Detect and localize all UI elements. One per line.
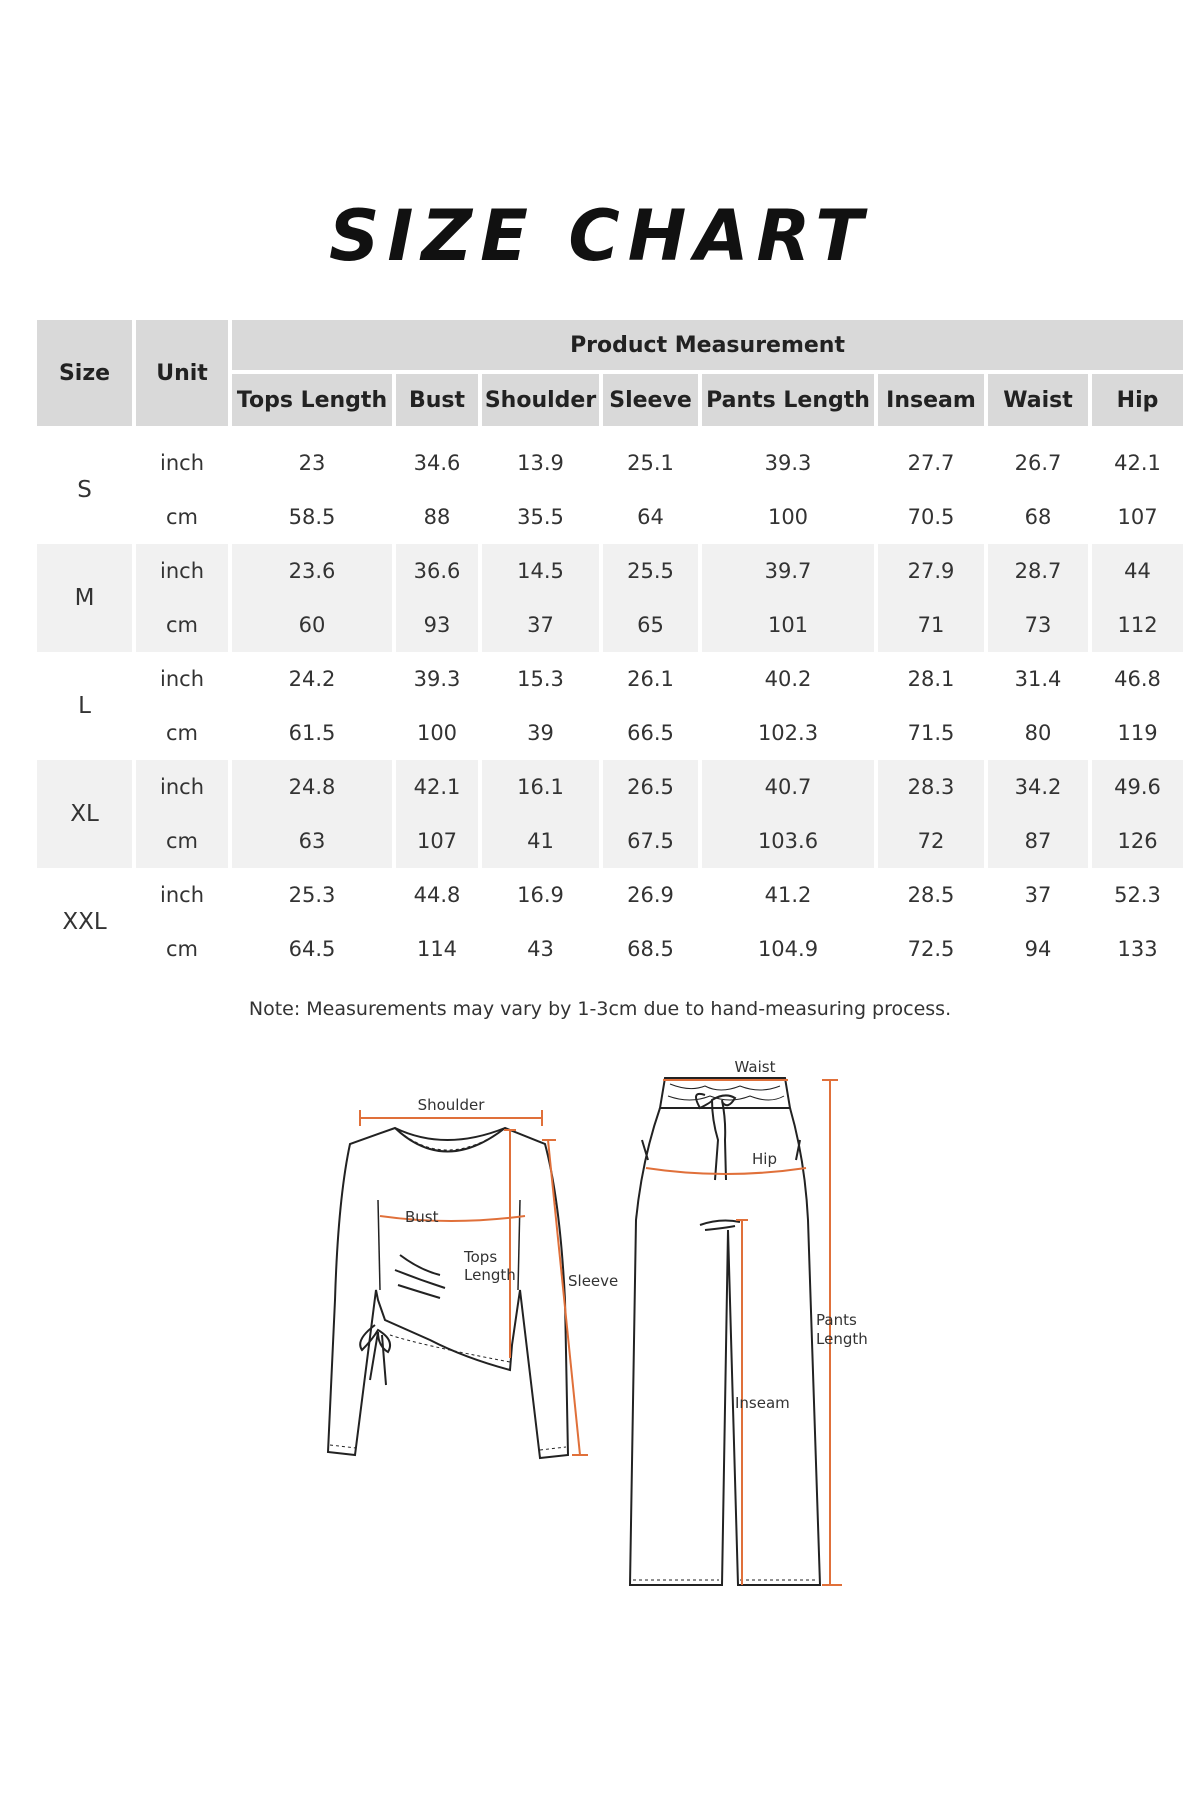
value-cell: 14.5 xyxy=(482,544,599,598)
value-cell: 133 xyxy=(1117,937,1158,961)
value-cell: 13.9 xyxy=(517,451,564,475)
value-cell: 25.5 xyxy=(603,544,698,598)
value-cell: 49.6 xyxy=(1092,760,1183,814)
value-cell: 46.8 xyxy=(1114,667,1161,691)
value-cell: 126 xyxy=(1092,814,1183,868)
column-header: Tops Length xyxy=(232,374,392,426)
size-cell: XXL xyxy=(62,909,107,935)
value-cell: 72 xyxy=(878,814,984,868)
value-cell: 104.9 xyxy=(757,937,819,961)
product-measurement-header: Product Measurement xyxy=(232,320,1183,374)
value-cell: 61.5 xyxy=(288,721,336,745)
value-cell: 37 xyxy=(1024,883,1052,907)
value-cell: 42.1 xyxy=(1114,451,1161,475)
unit-cell: inch xyxy=(136,544,228,598)
label-pants-length-2: Length xyxy=(816,1330,868,1348)
unit-cell: cm xyxy=(136,814,228,868)
value-cell: 112 xyxy=(1092,598,1183,652)
column-header: Waist xyxy=(988,374,1088,426)
column-header: Hip xyxy=(1092,374,1183,426)
value-cell: 40.2 xyxy=(764,667,812,691)
value-cell: 64.5 xyxy=(288,937,336,961)
table-row xyxy=(37,922,1183,976)
value-cell: 44 xyxy=(1092,544,1183,598)
top-illustration xyxy=(328,1128,568,1458)
unit-cell: cm xyxy=(165,505,198,529)
label-bust: Bust xyxy=(405,1208,439,1226)
value-cell: 27.7 xyxy=(907,451,955,475)
value-cell: 72.5 xyxy=(907,937,955,961)
measurement-note: Note: Measurements may vary by 1-3cm due to hand-measuring process. xyxy=(248,998,952,1020)
value-cell: 34.2 xyxy=(988,760,1088,814)
value-cell: 100 xyxy=(416,721,458,745)
table-row xyxy=(37,706,1183,760)
unit-cell: inch xyxy=(136,760,228,814)
value-cell: 80 xyxy=(1024,721,1052,745)
value-cell: 71 xyxy=(878,598,984,652)
value-cell: 103.6 xyxy=(702,814,874,868)
unit-cell: inch xyxy=(160,667,204,691)
value-cell: 42.1 xyxy=(396,760,478,814)
label-tops-length-1: Tops xyxy=(464,1248,498,1266)
page-title: SIZE CHART xyxy=(328,195,872,277)
value-cell: 101 xyxy=(702,598,874,652)
table-row xyxy=(37,760,1183,814)
value-cell: 34.6 xyxy=(413,451,461,475)
value-cell: 23 xyxy=(298,451,326,475)
value-cell: 23.6 xyxy=(232,544,392,598)
value-cell: 31.4 xyxy=(1014,667,1062,691)
value-cell: 24.8 xyxy=(232,760,392,814)
value-cell: 102.3 xyxy=(757,721,819,745)
value-cell: 41 xyxy=(482,814,599,868)
size-header: Size xyxy=(37,320,132,426)
unit-cell: inch xyxy=(160,883,204,907)
value-cell: 93 xyxy=(396,598,478,652)
table-row xyxy=(37,814,1183,868)
label-waist: Waist xyxy=(734,1058,776,1076)
value-cell: 26.5 xyxy=(603,760,698,814)
value-cell: 41.2 xyxy=(764,883,812,907)
value-cell: 28.5 xyxy=(907,883,955,907)
table-row xyxy=(37,598,1183,652)
value-cell: 87 xyxy=(988,814,1088,868)
value-cell: 24.2 xyxy=(288,667,336,691)
value-cell: 70.5 xyxy=(907,505,955,529)
garment-diagram xyxy=(0,1040,1200,1620)
label-pants-length-1: Pants xyxy=(816,1311,857,1329)
value-cell: 114 xyxy=(416,937,458,961)
label-hip: Hip xyxy=(752,1150,777,1168)
size-cell: S xyxy=(77,477,92,503)
value-cell: 68 xyxy=(1024,505,1052,529)
value-cell: 39.3 xyxy=(413,667,461,691)
value-cell: 107 xyxy=(396,814,478,868)
value-cell: 25.3 xyxy=(288,883,336,907)
column-header: Shoulder xyxy=(482,374,599,426)
value-cell: 68.5 xyxy=(627,937,674,961)
unit-cell: cm xyxy=(136,598,228,652)
value-cell: 36.6 xyxy=(396,544,478,598)
value-cell: 100 xyxy=(767,505,809,529)
label-tops-length-2: Length xyxy=(464,1266,516,1284)
value-cell: 119 xyxy=(1117,721,1158,745)
size-cell: L xyxy=(78,693,91,719)
value-cell: 64 xyxy=(637,505,664,529)
value-cell: 73 xyxy=(988,598,1088,652)
table-row xyxy=(37,426,1183,490)
unit-header: Unit xyxy=(136,320,228,426)
column-header: Sleeve xyxy=(603,374,698,426)
value-cell: 88 xyxy=(423,505,451,529)
value-cell: 37 xyxy=(482,598,599,652)
unit-cell: inch xyxy=(160,451,204,475)
table-row xyxy=(37,544,1183,598)
size-chart-table xyxy=(33,320,1187,976)
value-cell: 28.7 xyxy=(988,544,1088,598)
table-row xyxy=(37,652,1183,706)
value-cell: 39.3 xyxy=(764,451,812,475)
value-cell: 15.3 xyxy=(517,667,564,691)
value-cell: 27.9 xyxy=(878,544,984,598)
value-cell: 60 xyxy=(232,598,392,652)
value-cell: 66.5 xyxy=(627,721,674,745)
value-cell: 40.7 xyxy=(702,760,874,814)
table-row xyxy=(37,490,1183,544)
label-shoulder: Shoulder xyxy=(417,1096,485,1114)
value-cell: 52.3 xyxy=(1114,883,1161,907)
value-cell: 26.7 xyxy=(1014,451,1062,475)
unit-cell: cm xyxy=(165,937,198,961)
value-cell: 43 xyxy=(527,937,554,961)
value-cell: 26.9 xyxy=(627,883,674,907)
value-cell: 28.3 xyxy=(878,760,984,814)
value-cell: 39.7 xyxy=(702,544,874,598)
value-cell: 65 xyxy=(603,598,698,652)
size-cell: M xyxy=(37,544,132,652)
size-cell: XL xyxy=(37,760,132,868)
value-cell: 58.5 xyxy=(288,505,336,529)
value-cell: 26.1 xyxy=(627,667,674,691)
label-inseam: Inseam xyxy=(735,1394,790,1412)
value-cell: 16.1 xyxy=(482,760,599,814)
value-cell: 44.8 xyxy=(413,883,461,907)
value-cell: 39 xyxy=(527,721,554,745)
value-cell: 71.5 xyxy=(907,721,955,745)
label-sleeve: Sleeve xyxy=(568,1272,619,1290)
value-cell: 28.1 xyxy=(907,667,955,691)
column-header: Pants Length xyxy=(702,374,874,426)
value-cell: 63 xyxy=(232,814,392,868)
value-cell: 67.5 xyxy=(603,814,698,868)
table-row xyxy=(37,868,1183,922)
value-cell: 35.5 xyxy=(517,505,564,529)
pants-illustration xyxy=(630,1078,820,1585)
value-cell: 25.1 xyxy=(627,451,674,475)
unit-cell: cm xyxy=(165,721,198,745)
value-cell: 94 xyxy=(1024,937,1052,961)
value-cell: 107 xyxy=(1117,505,1158,529)
column-header: Bust xyxy=(396,374,478,426)
value-cell: 16.9 xyxy=(517,883,564,907)
column-header: Inseam xyxy=(878,374,984,426)
